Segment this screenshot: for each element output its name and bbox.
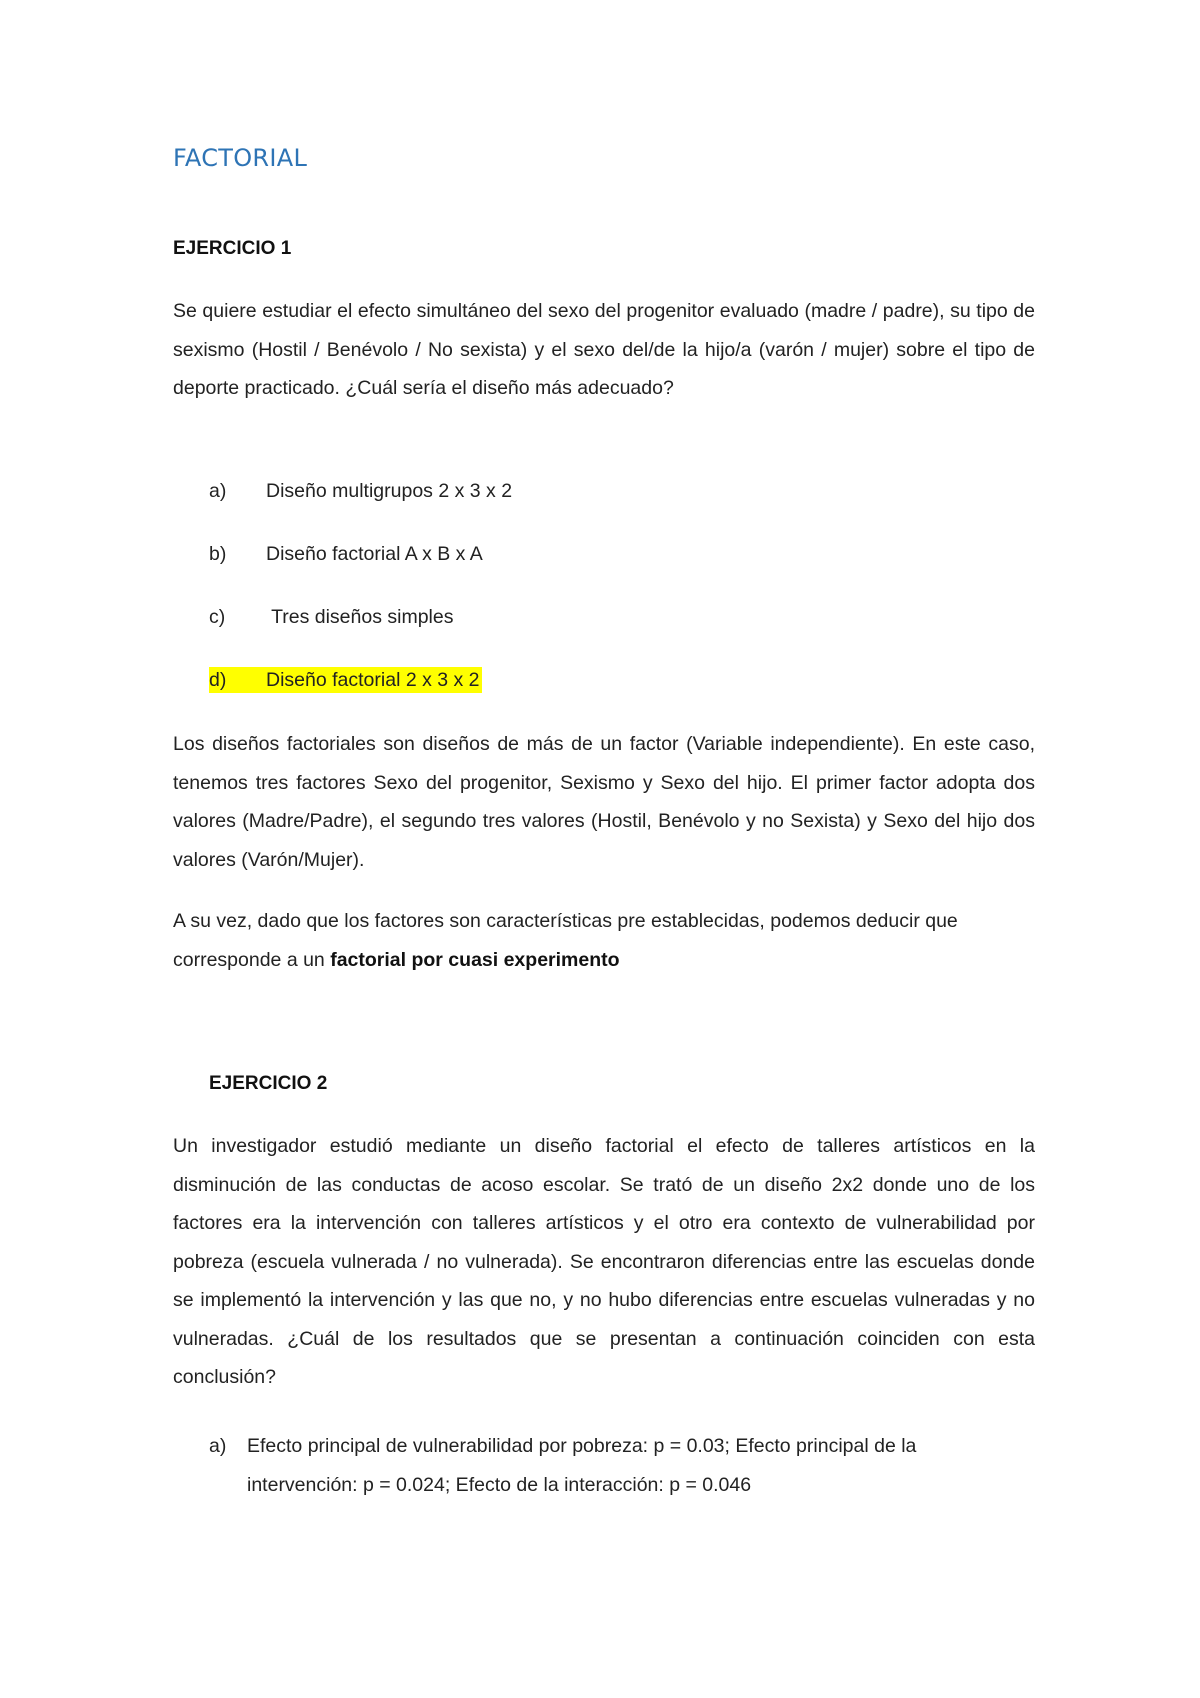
exercise-1-option-a xyxy=(209,478,512,504)
option-text: Diseño factorial A x B x A xyxy=(266,543,483,565)
conclusion-emphasis: factorial por cuasi experimento xyxy=(330,948,620,971)
option-letter: c) xyxy=(209,606,226,628)
exercise-2-question: Un investigador estudió mediante un diseño factorial el efecto de talleres artísticos en la disminución de las conductas de acoso escolar. Se trató de un diseño 2x2 donde uno de los factores era la intervención con talleres artísticos y el otro era contexto de vulnerabilidad por pobreza (escuela vulnerada / no vulnerada). Se encontraron diferencias entre las escuelas donde se implementó la intervención y las que no, y no hubo diferencias entre escuelas vulneradas y no vulneradas. ¿Cuál de los resultados que se presentan a continuación coinciden con esta conclusión? xyxy=(173,1135,1035,1388)
option-text: Diseño factorial 2 x 3 x 2 xyxy=(266,669,480,691)
exercise-1-option-b xyxy=(209,541,483,567)
option-text-line-1: Efecto principal de vulnerabilidad por pobreza: p = 0.03; Efecto principal de la xyxy=(247,1435,917,1457)
exercise-1-option-c xyxy=(209,604,454,630)
option-text: Tres diseños simples xyxy=(266,606,454,628)
exercise-2-heading: EJERCICIO 2 xyxy=(209,1073,328,1094)
option-text-line-2: intervención: p = 0.024; Efecto de la interacción: p = 0.046 xyxy=(247,1473,752,1496)
option-text: Diseño multigrupos 2 x 3 x 2 xyxy=(266,480,513,502)
exercise-1-heading: EJERCICIO 1 xyxy=(173,238,292,259)
exercise-1-option-d-correct xyxy=(209,667,482,693)
exercise-2-option-a xyxy=(209,1427,1039,1504)
exercise-1-question: Se quiere estudiar el efecto simultáneo del sexo del progenitor evaluado (madre / padre), su tipo de sexismo (Hostil / Benévolo / No sexista) y el sexo del/de la hijo/a (varón / mujer) sobre el tipo de deporte practicado. ¿Cuál sería el diseño más adecuado? xyxy=(173,300,1035,399)
document-title: FACTORIAL xyxy=(173,144,308,172)
option-letter: a) xyxy=(209,1435,227,1457)
exercise-1-explanation: Los diseños factoriales son diseños de más de un factor (Variable independiente). En este caso, tenemos tres factores Sexo del progenitor, Sexismo y Sexo del hijo. El primer factor adopta dos valores (Madre/Padre), el segundo tres valores (Hostil, Benévolo y no Sexista) y Sexo del hijo dos valores (Varón/Mujer). xyxy=(173,733,1035,871)
option-letter: a) xyxy=(209,480,227,502)
option-letter: b) xyxy=(209,543,227,565)
option-letter: d) xyxy=(209,669,227,691)
exercise-1-conclusion xyxy=(173,902,1035,979)
conclusion-text: A su vez, dado que los factores son características pre establecidas, podemos deducir que corresponde a un xyxy=(173,910,958,971)
